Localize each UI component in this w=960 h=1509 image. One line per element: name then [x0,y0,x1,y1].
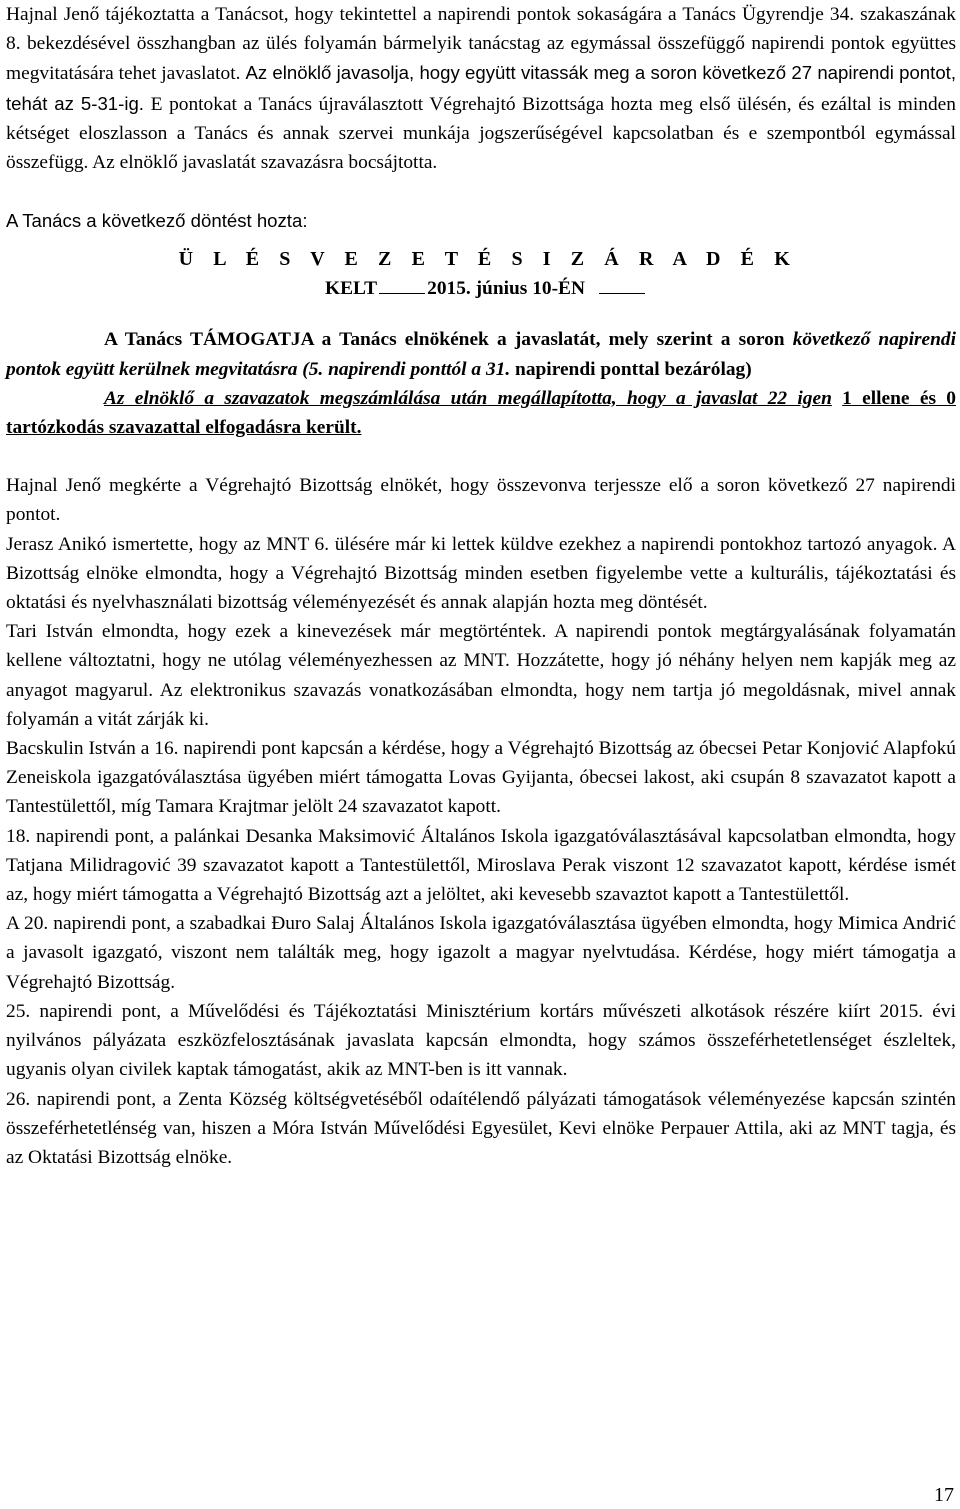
chair-proposal-text: Az elnöklő javasolja, hogy együtt vitassák meg a soron következő 27 napirendi pontot, tehát az 5-31-ig. [6,62,956,114]
spacer [6,442,956,471]
vote-result [6,384,956,442]
intro-text: Hajnal Jenő tájékoztatta a Tanácsot, hogy tekintettel a napirendi pontok sokaságára a Tanács Ügyrendje 34. szakaszának 8. bekezdésével összhangban az ülés folyamán bármelyik tanácstag az egymással összefüggő napirendi pontok együttes megvitatására tehet javaslatot. [6,4,956,85]
resolution-text [6,325,956,383]
vote-result-end: 1 ellene és 0 tartózkodás szavazattal elfogadásra került. [6,387,956,439]
intro-text-end: E pontokat a Tanács újraválasztott Végrehajtó Bizottsága hozta meg első ülésén, és ezáltal is minden kétséget eloszlasson a Tanács és annak szervei munkája jogszerűségével kapcsolatban és e szempontból egymással összefügg. Az elnöklő javaslatát szavazásra bocsájtotta. [6,93,956,174]
resolution-text-bold: A Tanács TÁMOGATJA a Tanács elnökének a javaslatát, mely szerint a soron [104,329,785,351]
page-number: 17 [934,1484,954,1506]
discussion-paragraph: 25. napirendi pont, a Művelődési és Tájékoztatási Minisztérium kortárs művészeti alkotások részére kiírt 2015. évi nyilvános pályázata eszközfelosztásának javaslata kapcsán elmondta, hogy számos összeférhetetlenséget észleltek, ugyanis olyan civilek kaptak támogatást, akik az MNT-ben is itt vannak. [6,1000,956,1081]
decision-intro: A Tanács a következő döntést hozta: [6,210,308,232]
resolution-text-end: napirendi ponttal bezárólag) [515,358,752,380]
discussion-paragraph: A 20. napirendi pont, a szabadkai Đuro Salaj Általános Iskola igazgatóválasztása ügyében elmondta, hogy Mimica Andrić a javasolt igazgató, viszont nem találták meg, hogy igazolt a magyar nyelvtudása. Kérdése, hogy miért támogatja a Végrehajtó Bizottság. [6,913,956,993]
kelt-label: KELT [325,278,378,300]
discussion-paragraph: Hajnal Jenő megkérte a Végrehajtó Bizottság elnökét, hogy összevonva terjessze elő a soron következő 27 napirendi pontot. [6,475,956,526]
intro-paragraph [6,0,956,177]
kelt-date: 2015. június 10-ÉN [427,278,585,300]
discussion-paragraph: Bacskulin István a 16. napirendi pont kapcsán a kérdése, hogy a Végrehajtó Bizottság az óbecsei Petar Konjović Alapfokú Zeneiskola igazgatóválasztása ügyében miért támogatta Lovas Gyijanta, óbecsei lakost, aki csupán 8 szavazatot kapott a Tantestülettől, míg Tamara Krajtmar jelölt 24 szavazatot kapott. [6,738,956,818]
spacer [6,177,956,206]
blank-line [379,275,425,294]
discussion-paragraph: Jerasz Anikó ismertette, hogy az MNT 6. ülésére már ki lettek küldve ezekhez a napirendi pontokhoz tartozó anyagok. A Bizottság elnöke elmondta, hogy a Végrehajtó Bizottság minden esetben figyelembe vette a kulturális, tájékoztatási és oktatási és nyelvhasználati bizottság véleményezését és annak alapján hozta meg döntését. [6,533,956,614]
document-page [6,0,956,1172]
resolution-title: Ü L É S V E Z E T É S I Z Á R A D É K [178,248,798,271]
discussion-paragraph: 18. napirendi pont, a palánkai Desanka Maksimović Általános Iskola igazgatóválasztásával kapcsolatban elmondta, hogy Tatjana Milidragović 39 szavazatot kapott a Tantestülettől, Miroslava Perak viszont 12 szavazatot kapott, kérdése ismét az, hogy miért támogatta a Végrehajtó Bizottság azt a jelöltet, aki kevesebb szavaztot kapott a Tantestülettől. [6,825,956,906]
resolution-date-line [6,274,956,303]
discussion-paragraph: Tari István elmondta, hogy ezek a kinevezések már megtörténtek. A napirendi pontok megtárgyalásának folyamatán kellene változtatni, hogy ne utólag véleményezhessen az MNT. Hozzátette, hogy jó néhány helyen nem kapják meg az anyagot magyarul. Az elektronikus szavazás vonatkozásában elmondta, hogy nem tartja jó megoldásnak, mivel annak folyamán a vitát zárják ki. [6,621,956,730]
resolution-text-italic: következő napirendi pontok együtt kerülnek megvitatásra (5. napirendi ponttól a 31. [6,329,956,380]
discussion-paragraph: 26. napirendi pont, a Zenta Község költségvetéséből odaítélendő pályázati támogatások véleményezése kapcsán szintén összeférhetetlénség van, hiszen a Móra István Művelődési Egyesület, Kevi elnöke Perpauer Attila, aki az MNT tagja, és az Oktatási Bizottság elnöke. [6,1088,956,1168]
blank-line [599,275,645,294]
vote-result-italic: Az elnöklő a szavazatok megszámlálása után megállapította, hogy a javaslat 22 igen [104,387,832,409]
